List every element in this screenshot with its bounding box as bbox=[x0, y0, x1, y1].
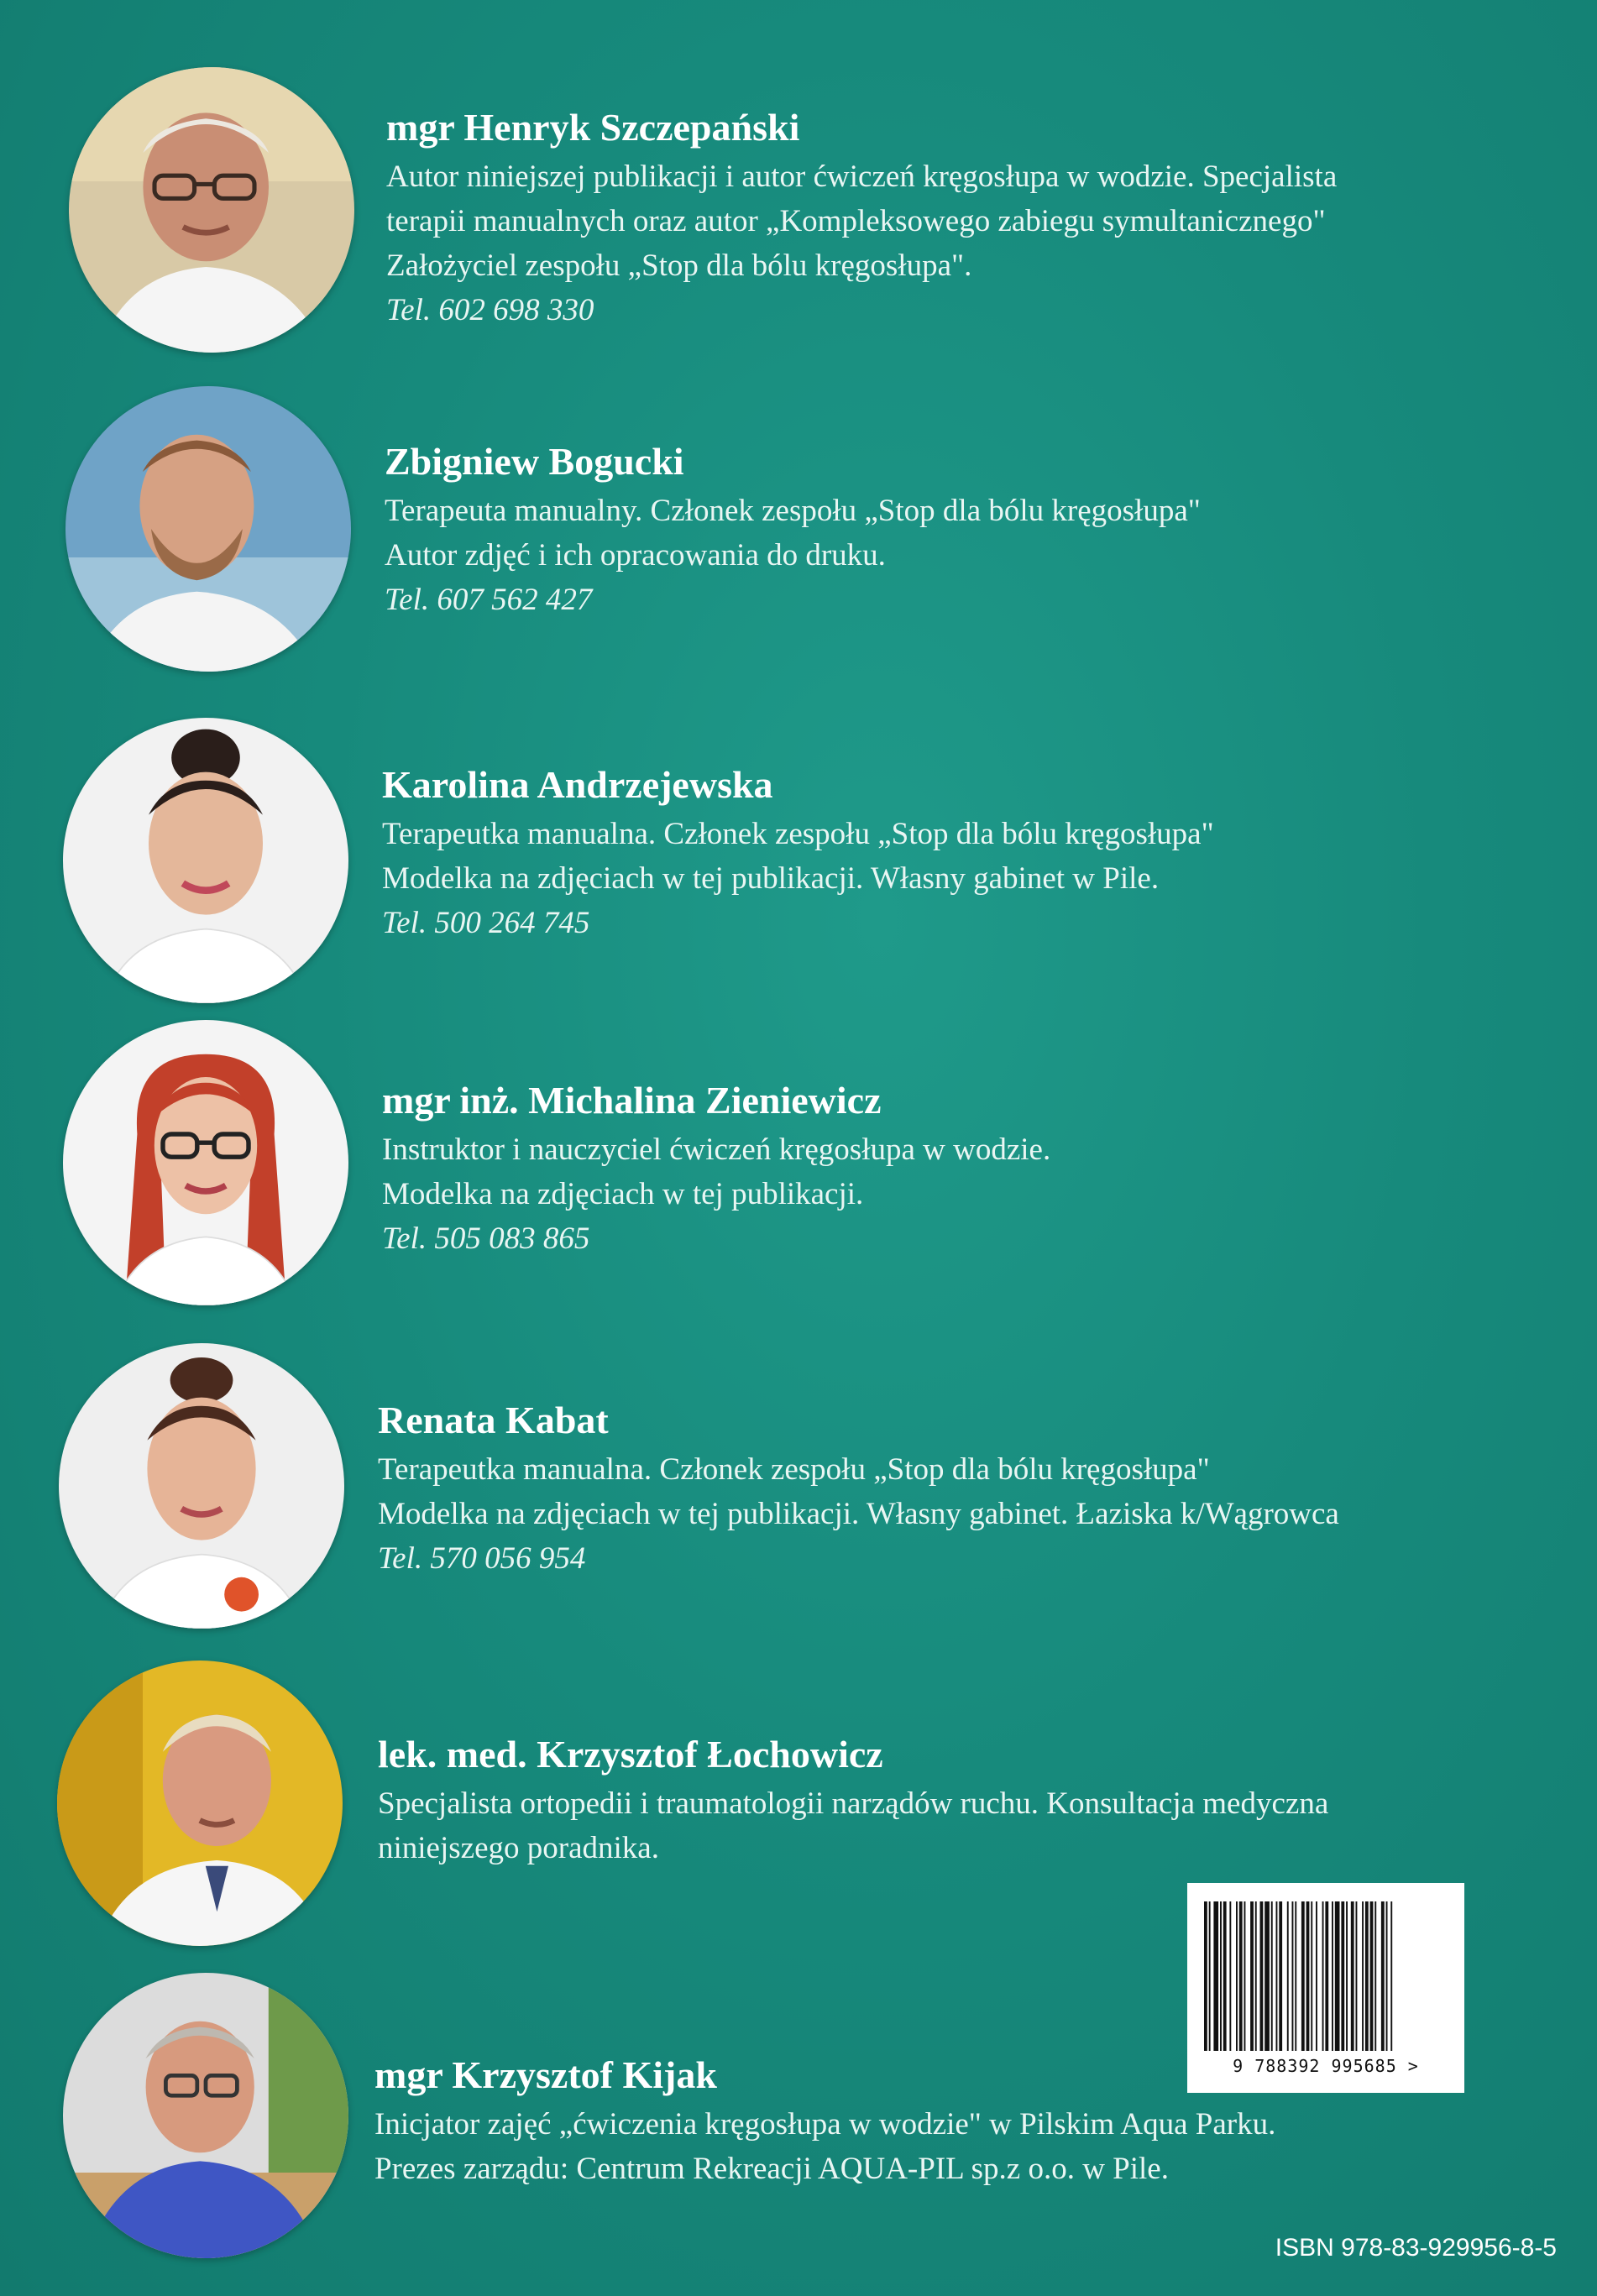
portrait-man-sweater-icon bbox=[63, 1973, 348, 2258]
person-info bbox=[386, 104, 1337, 332]
portrait-photo bbox=[69, 67, 354, 353]
person-description-line: terapii manualnych oraz autor „Kompleksowego zabiegu symultanicznego" bbox=[386, 204, 1326, 238]
person-entry bbox=[0, 1343, 1597, 1629]
portrait-photo bbox=[59, 1343, 344, 1629]
person-name: Renata Kabat bbox=[378, 1399, 609, 1441]
portrait-woman-icon bbox=[63, 718, 348, 1003]
portrait-photo bbox=[65, 386, 351, 672]
person-description-line: Modelka na zdjęciach w tej publikacji. Własny gabinet w Pile. bbox=[382, 861, 1160, 896]
portrait-man-glasses-icon bbox=[69, 67, 354, 353]
person-description-line: Prezes zarządu: Centrum Rekreacji AQUA-PIL sp.z o.o. w Pile. bbox=[374, 2152, 1169, 2186]
isbn-barcode bbox=[1187, 1883, 1464, 2093]
person-description-line: Instruktor i nauczyciel ćwiczeń kręgosłupa w wodzie. bbox=[382, 1132, 1051, 1167]
person-name: Zbigniew Bogucki bbox=[385, 440, 684, 483]
portrait-photo bbox=[57, 1661, 343, 1946]
person-entry bbox=[0, 67, 1597, 353]
person-name: lek. med. Krzysztof Łochowicz bbox=[378, 1733, 883, 1776]
person-description-line: Autor zdjęć i ich opracowania do druku. bbox=[385, 538, 886, 573]
isbn-number: ISBN 978-83-929956-8-5 bbox=[1275, 2234, 1557, 2262]
portrait-photo bbox=[63, 1973, 348, 2258]
portrait-man-doctor-icon bbox=[57, 1661, 343, 1946]
person-description-line: Inicjator zajęć „ćwiczenia kręgosłupa w wodzie" w Pilskim Aqua Parku. bbox=[374, 2107, 1276, 2142]
barcode-bars-icon bbox=[1202, 1901, 1449, 2051]
person-description-line: Modelka na zdjęciach w tej publikacji. bbox=[382, 1177, 864, 1211]
portrait-woman-bun-icon bbox=[59, 1343, 344, 1629]
person-description-line: Specjalista ortopedii i traumatologii narządów ruchu. Konsultacja medyczna bbox=[378, 1786, 1329, 1821]
person-phone: Tel. 570 056 954 bbox=[378, 1541, 586, 1576]
person-info bbox=[378, 1731, 1328, 1870]
portrait-photo bbox=[63, 718, 348, 1003]
person-name: mgr inż. Michalina Zieniewicz bbox=[382, 1079, 882, 1122]
person-description-line: niniejszego poradnika. bbox=[378, 1831, 659, 1865]
person-info bbox=[374, 2052, 1275, 2191]
portrait-photo bbox=[63, 1020, 348, 1305]
person-info bbox=[382, 1077, 1050, 1261]
barcode-digits: 9 788392 995685 > bbox=[1233, 2056, 1419, 2076]
person-description-line: Modelka na zdjęciach w tej publikacji. Własny gabinet. Łaziska k/Wągrowca bbox=[378, 1497, 1339, 1531]
person-info bbox=[385, 438, 1201, 622]
person-entry bbox=[0, 386, 1597, 672]
person-description-line: Terapeutka manualna. Członek zespołu „Stop dla bólu kręgosłupa" bbox=[378, 1452, 1210, 1487]
person-phone: Tel. 607 562 427 bbox=[385, 583, 593, 617]
person-entry bbox=[0, 718, 1597, 1003]
person-description-line: Autor niniejszej publikacji i autor ćwiczeń kręgosłupa w wodzie. Specjalista bbox=[386, 160, 1338, 194]
person-name: mgr Krzysztof Kijak bbox=[374, 2053, 717, 2096]
person-phone: Tel. 500 264 745 bbox=[382, 906, 590, 940]
person-info bbox=[378, 1397, 1339, 1581]
person-description-line: Założyciel zespołu „Stop dla bólu kręgosłupa". bbox=[386, 248, 972, 283]
person-name: mgr Henryk Szczepański bbox=[386, 106, 800, 149]
person-entry bbox=[0, 1020, 1597, 1305]
person-phone: Tel. 505 083 865 bbox=[382, 1221, 590, 1256]
portrait-man-beard-icon bbox=[65, 386, 351, 672]
portrait-woman-red-hair-icon bbox=[63, 1020, 348, 1305]
person-info bbox=[382, 761, 1214, 945]
person-description-line: Terapeutka manualna. Członek zespołu „Stop dla bólu kręgosłupa" bbox=[382, 817, 1214, 851]
person-description-line: Terapeuta manualny. Członek zespołu „Stop dla bólu kręgosłupa" bbox=[385, 494, 1201, 528]
person-phone: Tel. 602 698 330 bbox=[386, 293, 594, 327]
person-name: Karolina Andrzejewska bbox=[382, 763, 773, 806]
